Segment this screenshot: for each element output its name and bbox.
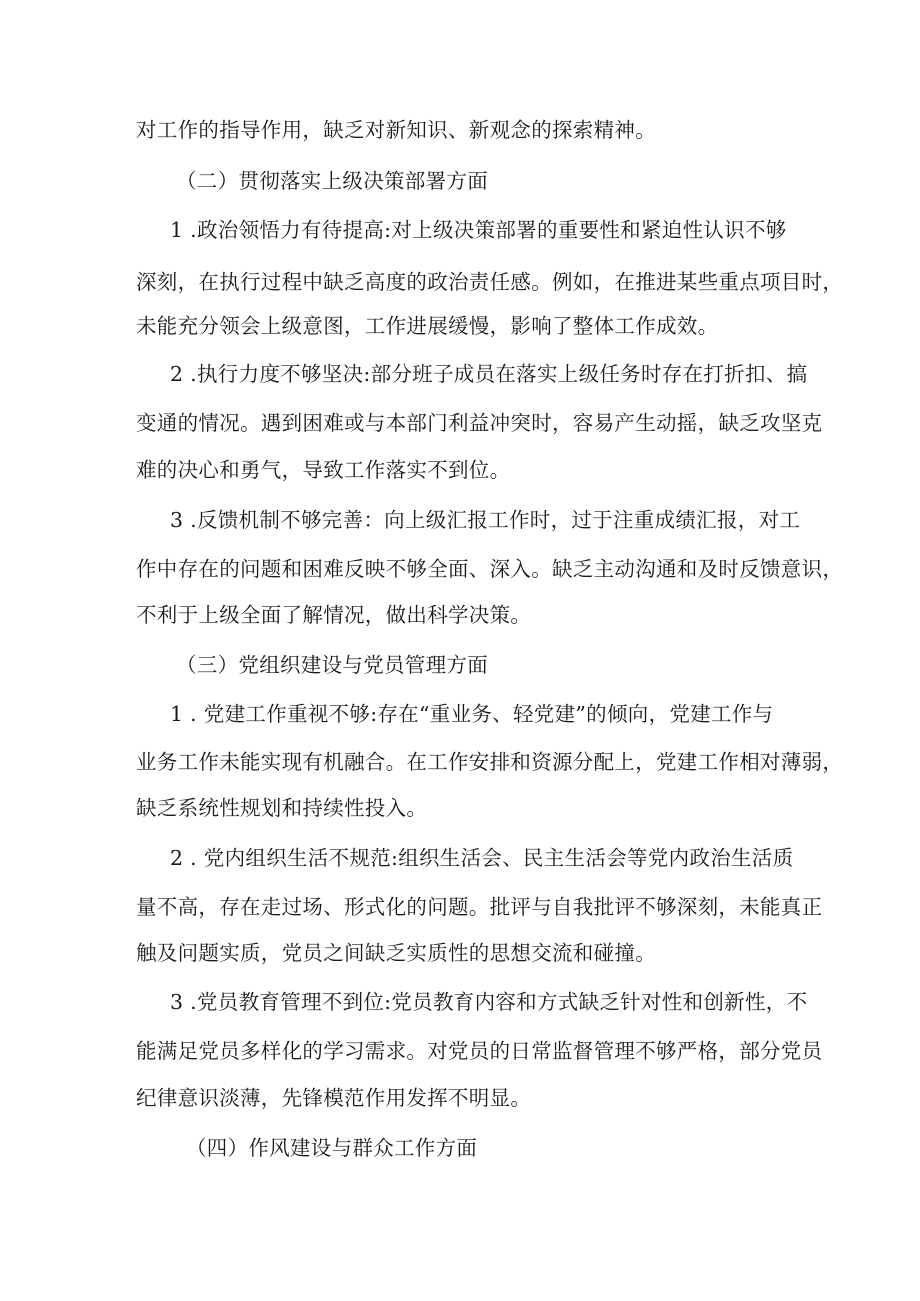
section-heading-3: （三）党组织建设与党员管理方面 bbox=[176, 653, 488, 677]
item-2-1-line: 深刻，在执行过程中缺乏高度的政治责任感。例如，在推进某些重点项目时， bbox=[136, 270, 844, 294]
item-2-1-first-line: 1 .政治领悟力有待提高:对上级决策部署的重要性和紧迫性认识不够 bbox=[170, 218, 787, 242]
item-3-3-line: 纪律意识淡薄，先锋模范作用发挥不明显。 bbox=[136, 1086, 532, 1110]
item-3-1-first-line: 1 . 党建工作重视不够:存在“重业务、轻党建”的倾向，党建工作与 bbox=[170, 702, 774, 726]
item-3-1-line: 缺乏系统性规划和持续性投入。 bbox=[136, 796, 428, 820]
item-3-2-first-line: 2 . 党内组织生活不规范:组织生活会、民主生活会等党内政治生活质 bbox=[170, 846, 794, 870]
item-3-1-line: 业务工作未能实现有机融合。在工作安排和资源分配上，党建工作相对薄弱， bbox=[136, 750, 844, 774]
item-3-3-line: 能满足党员多样化的学习需求。对党员的日常监督管理不够严格，部分党员 bbox=[136, 1039, 823, 1063]
item-3-2-line: 触及问题实质，党员之间缺乏实质性的思想交流和碰撞。 bbox=[136, 941, 656, 965]
section-heading-4: （四）作风建设与群众工作方面 bbox=[186, 1136, 478, 1160]
item-3-3-first-line: 3 .党员教育管理不到位:党员教育内容和方式缺乏针对性和创新性，不 bbox=[170, 990, 808, 1014]
item-2-1-line: 未能充分领会上级意图，工作进展缓慢，影响了整体工作成效。 bbox=[136, 314, 719, 338]
item-2-2-line: 难的决心和勇气，导致工作落实不到位。 bbox=[136, 458, 511, 482]
item-2-3-first-line: 3 .反馈机制不够完善：向上级汇报工作时，过于注重成绩汇报，对工 bbox=[170, 508, 801, 532]
section-heading-2: （二）贯彻落实上级决策部署方面 bbox=[176, 169, 488, 193]
item-3-2-line: 量不高，存在走过场、形式化的问题。批评与自我批评不够深刻，未能真正 bbox=[136, 895, 823, 919]
item-2-3-line: 不利于上级全面了解情况，做出科学决策。 bbox=[136, 603, 532, 627]
item-2-2-first-line: 2 .执行力度不够坚决:部分班子成员在落实上级任务时存在打折扣、搞 bbox=[170, 362, 808, 386]
item-2-3-line: 作中存在的问题和困难反映不够全面、深入。缺乏主动沟通和及时反馈意识， bbox=[136, 557, 844, 581]
item-2-2-line: 变通的情况。遇到困难或与本部门利益冲突时，容易产生动摇，缺乏攻坚克 bbox=[136, 411, 823, 435]
paragraph-continuation: 对工作的指导作用，缺乏对新知识、新观念的探索精神。 bbox=[136, 118, 656, 142]
